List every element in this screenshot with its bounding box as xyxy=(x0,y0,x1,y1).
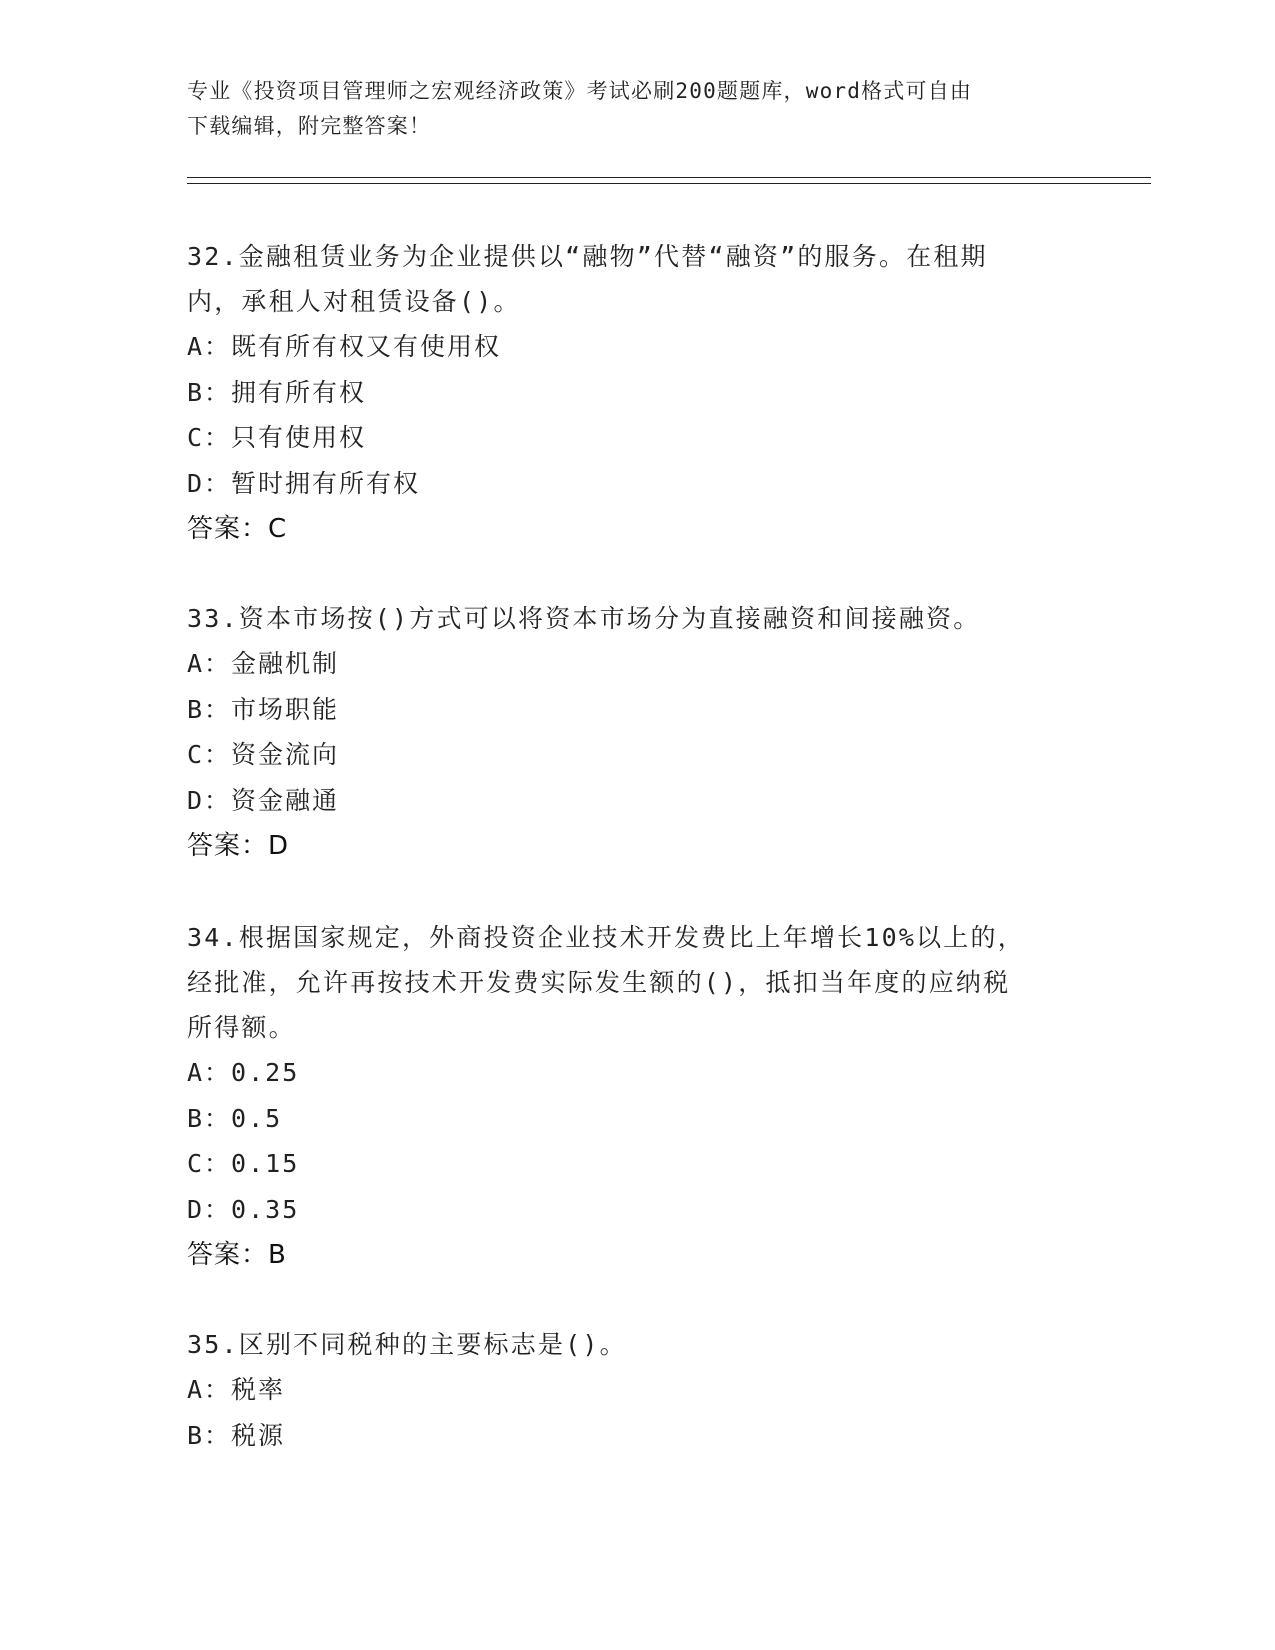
question-stem-line: 33.资本市场按()方式可以将资本市场分为直接融资和间接融资。 xyxy=(187,604,981,633)
document-header xyxy=(187,74,1087,144)
header-title-line-2: 下载编辑，附完整答案！ xyxy=(187,114,432,138)
option-a: A：金融机制 xyxy=(187,649,340,678)
option-a: A：0.25 xyxy=(187,1058,300,1087)
question-stem-line: 35.区别不同税种的主要标志是()。 xyxy=(187,1330,627,1359)
option-c: C：资金流向 xyxy=(187,740,340,769)
question-stem-line: 34.根据国家规定，外商投资企业技术开发费比上年增长10%以上的， xyxy=(187,923,1025,952)
answer-label: 答案：B xyxy=(187,1240,287,1270)
question-33 xyxy=(187,596,1087,869)
question-stem-line: 所得额。 xyxy=(187,1013,296,1042)
question-stem-line: 内，承租人对租赁设备()。 xyxy=(187,287,521,316)
option-c: C：0.15 xyxy=(187,1149,300,1178)
option-b: B：市场职能 xyxy=(187,694,340,724)
question-32 xyxy=(187,234,1087,552)
option-b: B：拥有所有权 xyxy=(187,377,367,407)
option-d: D：0.35 xyxy=(187,1194,300,1224)
question-stem-line: 32.金融租赁业务为企业提供以“融物”代替“融资”的服务。在租期 xyxy=(187,242,988,271)
header-title-line-1: 专业《投资项目管理师之宏观经济政策》考试必刷200题题库，word格式可自由 xyxy=(187,79,973,103)
option-a: A：税率 xyxy=(187,1375,286,1404)
answer-label: 答案：D xyxy=(187,831,290,861)
option-b: B：0.5 xyxy=(187,1103,283,1133)
option-d: D：资金融通 xyxy=(187,785,340,815)
header-divider-bottom xyxy=(187,183,1151,184)
question-stem-line: 经批准，允许再按技术开发费实际发生额的()，抵扣当年度的应纳税 xyxy=(187,968,1011,997)
question-34 xyxy=(187,915,1087,1278)
option-b: B：税源 xyxy=(187,1420,286,1450)
header-divider-top xyxy=(187,177,1151,178)
option-a: A：既有所有权又有使用权 xyxy=(187,332,502,361)
option-c: C：只有使用权 xyxy=(187,423,367,452)
question-35 xyxy=(187,1322,1087,1458)
answer-label: 答案：C xyxy=(187,514,288,544)
option-d: D：暂时拥有所有权 xyxy=(187,468,421,498)
